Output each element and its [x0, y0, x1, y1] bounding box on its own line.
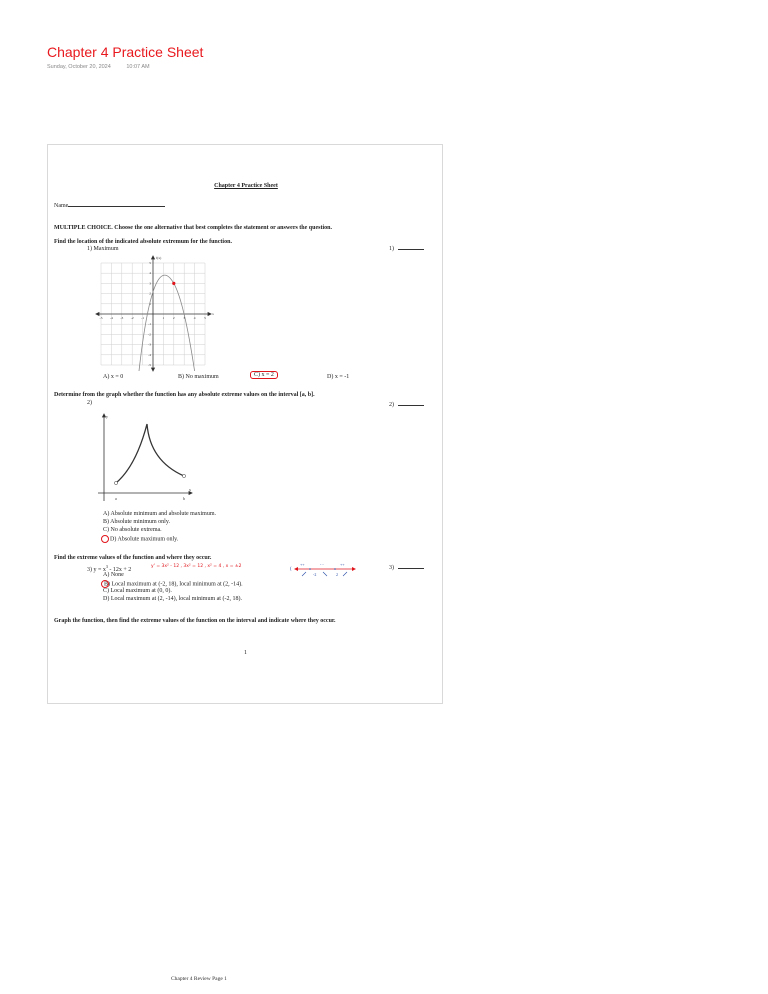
svg-text:f(x): f(x): [156, 256, 162, 260]
q1-selected-circle: C) x = 2: [250, 371, 278, 379]
q1-graph: [94, 253, 216, 373]
svg-text:x: x: [212, 312, 214, 316]
document-title: Chapter 4 Practice Sheet: [214, 183, 278, 189]
svg-text:2: 2: [149, 291, 151, 296]
name-line: [68, 201, 165, 207]
svg-text:4: 4: [149, 271, 151, 276]
svg-text:-4: -4: [109, 316, 113, 320]
q1-option-c[interactable]: [250, 372, 278, 378]
svg-text:-1: -1: [148, 322, 151, 327]
svg-text:x: x: [189, 487, 191, 492]
svg-text:-2: -2: [313, 572, 317, 577]
q2-instruction: Determine from the graph whether the function has any absolute extreme values on the interval [a, b].: [54, 392, 315, 398]
q3-handwritten-work: y' = 3x² - 12 , 3x² = 12 , x² = 4 , x = ±2: [151, 564, 242, 569]
q3-label: 3) $y = x^3 - 12x + 2$: [87, 564, 132, 573]
note-date: Sunday, October 20, 2024: [47, 64, 111, 70]
name-label: Name: [54, 203, 69, 209]
svg-text:++: ++: [340, 562, 345, 567]
q2-curve: [116, 424, 184, 483]
svg-text:2: 2: [336, 572, 338, 577]
q1-option-d[interactable]: D) x = -1: [327, 374, 350, 380]
svg-text:-2: -2: [130, 316, 134, 320]
svg-text:1: 1: [162, 316, 165, 320]
section-heading: MULTIPLE CHOICE. Choose the one alternative that best completes the statement or answers the question.: [54, 225, 332, 231]
svg-text:++: ++: [300, 562, 305, 567]
svg-text:-5: -5: [99, 316, 103, 320]
name-field: [54, 201, 165, 209]
svg-text:5: 5: [204, 316, 206, 320]
q4-instruction: Graph the function, then find the extreme values of the function on the interval and indicate where they occur.: [54, 618, 336, 624]
page-footer: Chapter 4 Review Page 1: [171, 976, 227, 982]
svg-text:-5: -5: [148, 363, 151, 367]
q2-option-b[interactable]: B) Absolute minimum only.: [103, 519, 170, 525]
q1-answer-blank: 1): [389, 246, 424, 252]
svg-text:y: y: [106, 414, 108, 419]
q3-option-c[interactable]: C) Local maximum at (0, 0).: [103, 588, 172, 594]
svg-text:- -: - -: [320, 562, 324, 567]
q2-option-d[interactable]: D) Absolute maximum only.: [103, 535, 178, 543]
q3-answer-blank: 3): [389, 565, 424, 571]
svg-text:-3: -3: [120, 316, 124, 320]
svg-text:-1: -1: [141, 316, 145, 320]
q1-option-b[interactable]: B) No maximum: [178, 374, 219, 380]
document-page: [47, 144, 443, 704]
svg-text:-4: -4: [148, 352, 151, 357]
q2-option-c[interactable]: C) No absolute extrema.: [103, 527, 162, 533]
svg-text:b: b: [183, 496, 185, 501]
q1-instruction: Find the location of the indicated absolute extremum for the function.: [54, 239, 232, 245]
q2-answer-blank: 2): [389, 402, 424, 408]
q3-option-b[interactable]: B) Local maximum at (-2, 18), local minimum at (2, -14).: [103, 580, 243, 588]
svg-text:a: a: [115, 496, 117, 501]
q1-label: 1) Maximum: [87, 246, 119, 252]
note-meta: [47, 64, 164, 70]
q3-option-a[interactable]: A) None: [103, 572, 124, 578]
svg-text:3: 3: [149, 281, 151, 286]
q2-selected-circle: [101, 535, 109, 543]
q1-max-point: [172, 282, 175, 285]
q1-option-a[interactable]: A) x = 0: [103, 374, 124, 380]
q3-instruction: Find the extreme values of the function and where they occur.: [54, 555, 212, 561]
note-title[interactable]: Chapter 4 Practice Sheet: [47, 44, 204, 60]
svg-text:4: 4: [193, 316, 196, 320]
q3-sign-chart: [290, 561, 362, 579]
note-time: 10:07 AM: [126, 64, 150, 70]
q2-option-a[interactable]: A) Absolute minimum and absolute maximum.: [103, 511, 216, 517]
page-number: 1: [244, 650, 247, 656]
q2-graph: [96, 411, 196, 503]
q3-option-d[interactable]: D) Local maximum at (2, -14), local minimum at (-2, 18).: [103, 596, 242, 602]
svg-text:3: 3: [183, 316, 186, 320]
svg-text:-3: -3: [148, 342, 151, 347]
svg-text:(: (: [290, 567, 292, 572]
svg-text:-2: -2: [148, 332, 151, 337]
svg-text:5: 5: [149, 261, 151, 265]
svg-text:2: 2: [172, 316, 175, 320]
svg-text:1: 1: [149, 301, 151, 306]
q2-label: 2): [87, 400, 92, 406]
